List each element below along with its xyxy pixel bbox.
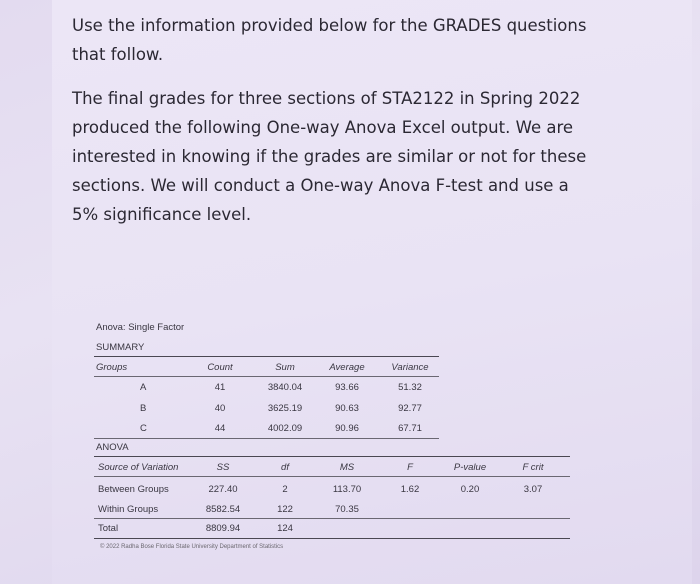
df-value: 124 [277, 523, 293, 534]
copyright-notice: © 2022 Radha Bose Florida State University Department of Statistics [100, 544, 284, 550]
summary-header-rule [94, 376, 439, 377]
summary-top-rule [94, 356, 439, 357]
header-count: Count [207, 362, 233, 373]
header-ms: MS [339, 462, 355, 473]
f-crit-value: 3.07 [523, 484, 543, 495]
group-count: 40 [214, 403, 226, 414]
header-source: Source of Variation [98, 462, 179, 473]
source-name: Within Groups [98, 504, 159, 515]
group-average: 90.96 [335, 423, 359, 434]
anova-bottom-rule [94, 538, 570, 539]
group-variance: 67.71 [398, 423, 422, 434]
group-count: 44 [214, 423, 226, 434]
anova-total-rule [94, 518, 570, 519]
group-sum: 3625.19 [267, 403, 303, 414]
ss-value: 8809.94 [205, 523, 241, 534]
header-sum: Sum [275, 362, 295, 373]
df-value: 2 [282, 484, 288, 495]
group-name: A [140, 382, 147, 393]
source-name: Total [98, 523, 119, 534]
group-sum: 4002.09 [267, 423, 303, 434]
source-name: Between Groups [98, 484, 169, 495]
anova-label: ANOVA [96, 442, 129, 453]
header-average: Average [329, 362, 365, 373]
group-count: 41 [214, 382, 226, 393]
p-value: 0.20 [460, 484, 480, 495]
header-f-crit: F crit [522, 462, 544, 473]
group-name: B [140, 403, 147, 414]
group-variance: 92.77 [398, 403, 422, 414]
f-value: 1.62 [400, 484, 420, 495]
group-variance: 51.32 [398, 382, 422, 393]
ms-value: 113.70 [332, 484, 362, 495]
header-p-value: P-value [453, 462, 487, 473]
header-ss: SS [216, 462, 230, 473]
ss-value: 227.40 [208, 484, 238, 495]
group-sum: 3840.04 [267, 382, 303, 393]
group-name: C [140, 423, 147, 434]
header-df: df [281, 462, 289, 473]
problem-statement: The final grades for three sections of STA2122 in Spring 2022 produced the following One-way Anova Excel output. We are interested in knowing if the grades are similar or not for these sections. We will conduct a One-way Anova F-test and use a 5% significance level. [72, 89, 587, 224]
group-average: 93.66 [335, 382, 359, 393]
anova-header-rule [94, 476, 570, 477]
summary-bottom-rule [94, 438, 439, 439]
anova-top-rule [94, 456, 570, 457]
ss-value: 8582.54 [205, 504, 241, 515]
intro-text: Use the information provided below for the GRADES questions that follow. [72, 16, 587, 64]
anova-excel-output [90, 318, 580, 563]
anova-title: Anova: Single Factor [96, 322, 185, 333]
header-variance: Variance [391, 362, 429, 373]
header-groups: Groups [96, 362, 128, 373]
df-value: 122 [277, 504, 293, 515]
header-f: F [407, 462, 413, 473]
ms-value: 70.35 [335, 504, 359, 515]
summary-label: SUMMARY [96, 342, 145, 353]
group-average: 90.63 [335, 403, 359, 414]
